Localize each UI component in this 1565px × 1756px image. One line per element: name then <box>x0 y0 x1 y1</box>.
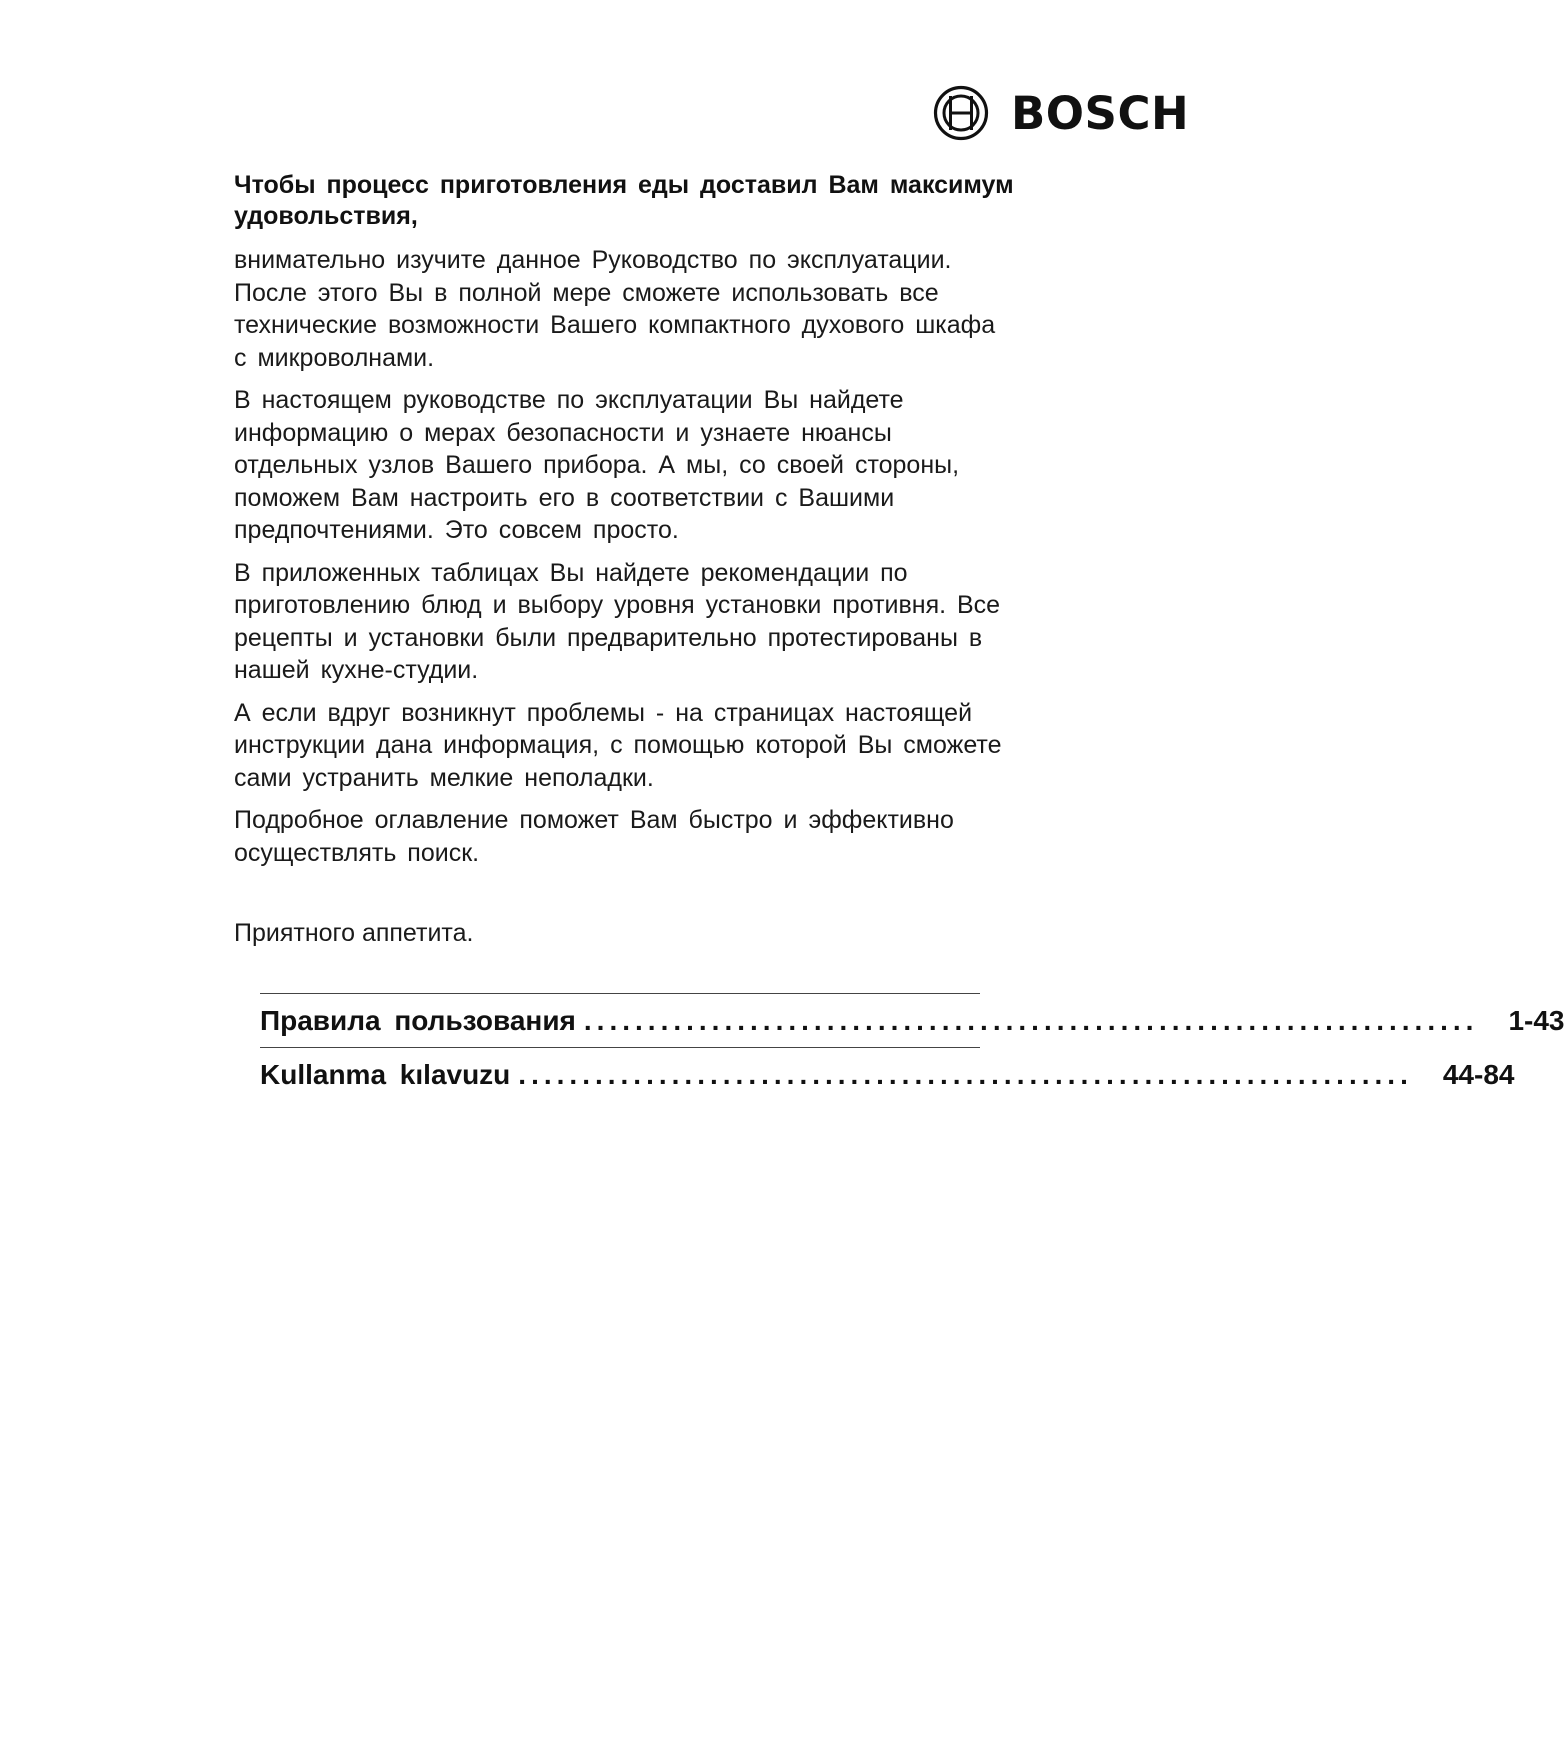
toc-entry-title: Kullanma kılavuzu <box>260 1058 511 1090</box>
bosch-armature-logo-icon <box>933 85 989 141</box>
brand-name: BOSCH <box>1011 86 1190 140</box>
closing-line: Приятного аппетита. <box>234 919 474 947</box>
paragraph-1: внимательно изучите данное Руководство по эксплуатации. После этого Вы в полной мере сможете использовать все технические возможности Вашего компактного духового шкафа с микроволнами. <box>234 246 996 372</box>
intro-text <box>234 170 1014 949</box>
table-of-contents <box>260 993 1565 1101</box>
toc-entry-title: Правила пользования <box>260 1004 576 1036</box>
paragraph-4: А если вдруг возникнут проблемы - на страницах настоящей инструкции дана информация, с помощью которой Вы сможете сами устранить мелкие неполадки. <box>234 698 1002 792</box>
toc-entry-turkish[interactable] <box>260 1047 1515 1101</box>
paragraph-5: Подробное оглавление поможет Вам быстро и эффективно осуществлять поиск. <box>234 806 954 867</box>
toc-dot-leader: ...................................................................... <box>583 1004 1479 1036</box>
toc-entry-russian[interactable] <box>260 993 1565 1047</box>
toc-entry-pages: 44-84 <box>1442 1058 1515 1090</box>
toc-dot-leader: ...................................................................... <box>518 1058 1413 1090</box>
headline: Чтобы процесс приготовления еды доставил Вам максимум удовольствия, <box>234 171 1014 230</box>
paragraph-2: В настоящем руководстве по эксплуатации Вы найдете информацию о мерах безопасности и узнаете нюансы отдельных узлов Вашего прибора. А мы, со своей стороны, поможем Вам настроить его в соответствии с Вашими предпочтениями. Это совсем просто. <box>234 386 960 544</box>
toc-entry-pages: 1-43 <box>1508 1004 1565 1036</box>
paragraph-3: В приложенных таблицах Вы найдете рекомендации по приготовлению блюд и выбору уровня установки противня. Все рецепты и установки были предварительно протестированы в нашей кухне-студии. <box>234 558 1001 684</box>
brand-logo <box>933 84 1189 142</box>
